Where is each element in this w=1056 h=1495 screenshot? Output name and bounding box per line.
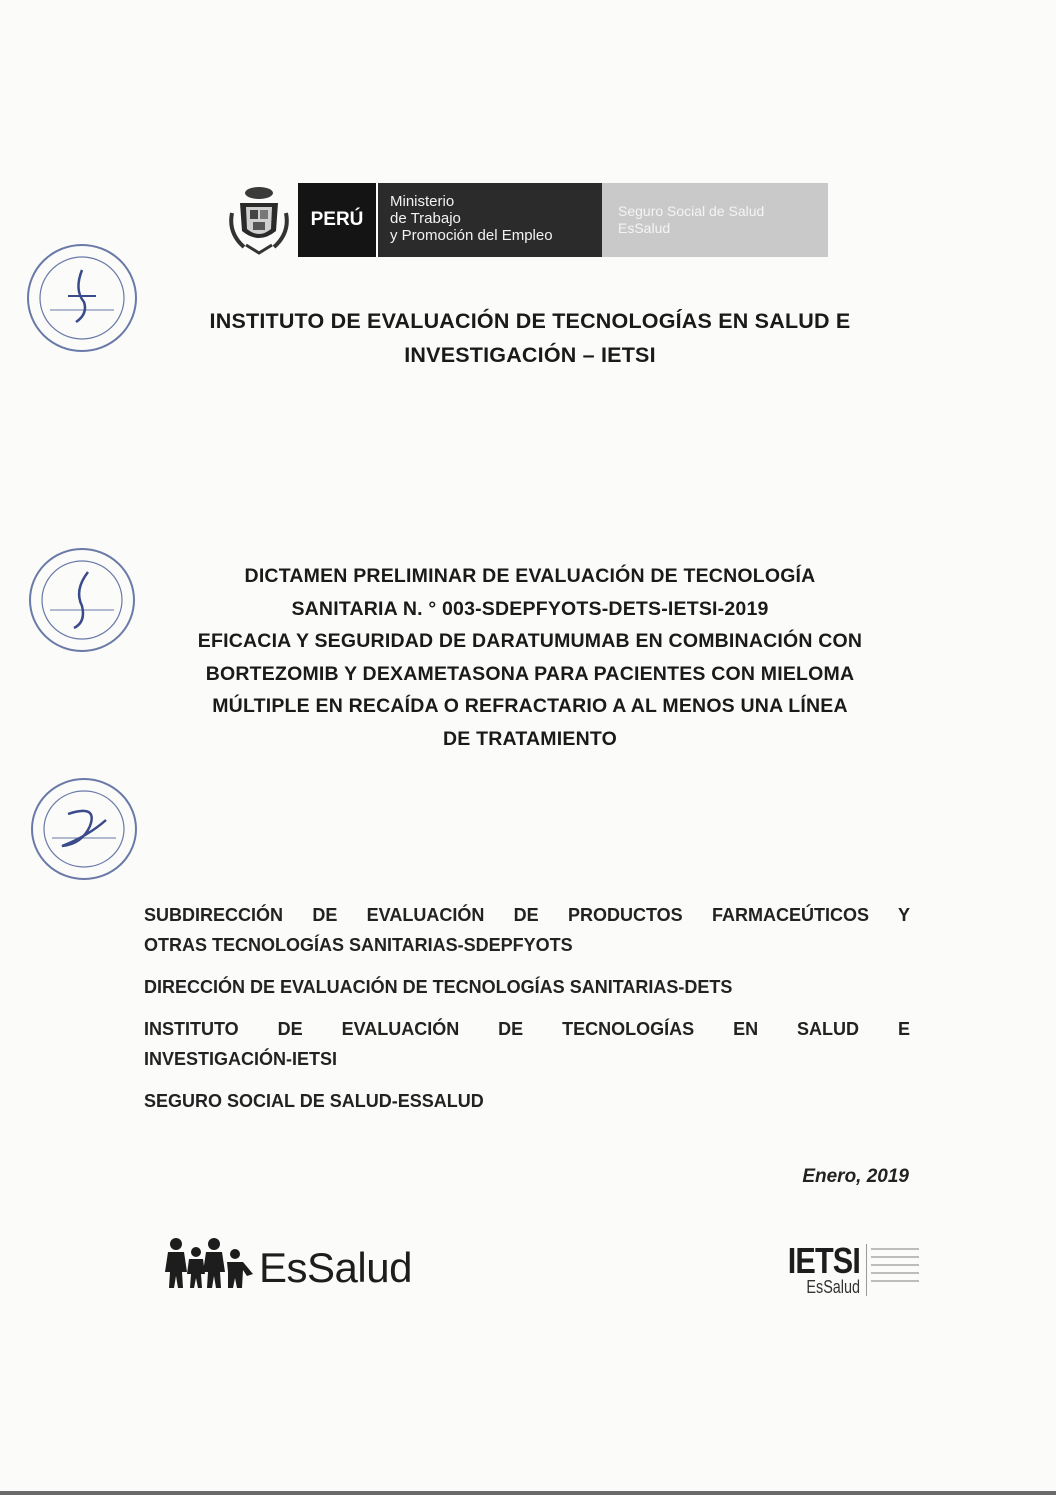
essalud-logo-text: EsSalud	[259, 1244, 412, 1291]
seguro-social-label: Seguro Social de Salud EsSalud	[602, 183, 828, 257]
ietsi-logo-sub: EsSalud	[806, 1277, 861, 1297]
ietsi-logo-text: IETSI	[787, 1240, 861, 1281]
essalud-logo	[163, 1236, 412, 1290]
peru-coat-of-arms-icon	[226, 183, 292, 257]
list-item: SEGURO SOCIAL DE SALUD-ESSALUD	[144, 1091, 484, 1111]
government-logo-bar	[226, 183, 828, 257]
approval-seal-icon	[28, 774, 140, 884]
institute-title: INSTITUTO DE EVALUACIÓN DE TECNOLOGÍAS EN SALUD E INVESTIGACIÓN – IETSI	[209, 309, 851, 367]
list-item: DIRECCIÓN DE EVALUACIÓN DE TECNOLOGÍAS SANITARIAS-DETS	[144, 977, 733, 997]
ministerio-label: Ministerio de Trabajo y Promoción del Empleo	[378, 183, 602, 257]
ietsi-logo-fine-print-icon	[866, 1244, 919, 1296]
scan-edge-divider	[0, 1491, 1056, 1495]
family-figures-icon	[163, 1236, 255, 1290]
list-item: SUBDIRECCIÓN DE EVALUACIÓN DE PRODUCTOS FARMACEÚTICOS Y OTRAS TECNOLOGÍAS SANITARIAS-SDEPFYOTS	[144, 905, 910, 955]
organization-list	[144, 900, 910, 1128]
dictamen-title: DICTAMEN PRELIMINAR DE EVALUACIÓN DE TECNOLOGÍA SANITARIA N. ° 003-SDEPFYOTS-DETS-IETSI-2019 EFICACIA Y SEGURIDAD DE DARATUMUMAB EN COMBINACIÓN CON BORTEZOMIB Y DEXAMETASONA PARA PACIENTES CON MIELOMA MÚLTIPLE EN RECAÍDA O REFRACTARIO A AL MENOS UNA LÍNEA DE TRATAMIENTO	[197, 565, 863, 750]
ietsi-logo	[775, 1240, 919, 1297]
approval-seal-icon	[26, 544, 138, 656]
peru-label: PERÚ	[298, 183, 378, 257]
approval-seal-icon	[24, 240, 140, 356]
list-item: INSTITUTO DE EVALUACIÓN DE TECNOLOGÍAS EN SALUD E INVESTIGACIÓN-IETSI	[144, 1019, 910, 1069]
document-date: Enero, 2019	[802, 1166, 909, 1187]
